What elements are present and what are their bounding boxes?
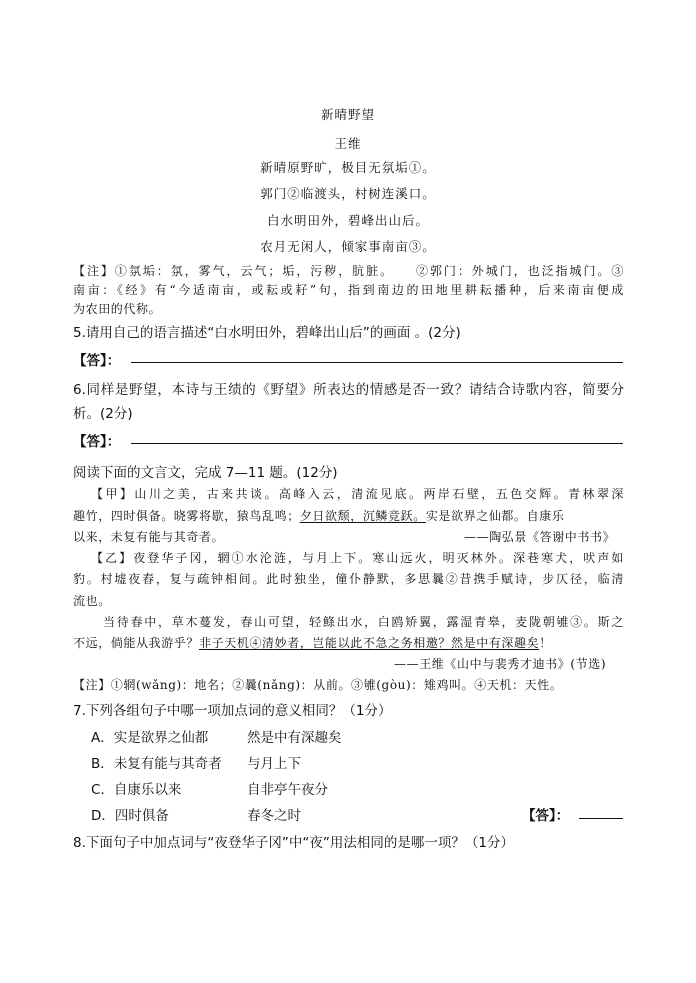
passage-yi-line: 不远，倘能从我游乎？非子天机④清妙者，岂能以此不急之务相邀？然是中有深趣矣！ (73, 636, 552, 650)
answer-label: 【答】： (522, 808, 570, 824)
answer-blank[interactable] (131, 443, 623, 444)
poem-line: 郭门②临渡头，村树连溪口。 (260, 186, 436, 201)
answer-blank[interactable] (579, 818, 623, 819)
poem-line: 农月无闲人，倾家事南亩③。 (260, 239, 436, 254)
poem-title: 新晴野望 (320, 107, 375, 122)
passage-jia-source: ——陶弘景《答谢中书书》 (464, 530, 616, 544)
passage-jia-line: 趣竹，四时俱备。晓雾将歇，猿鸟乱鸣；夕日欲颓，沉鳞竞跃。实是欲界之仙都。自康乐 (73, 509, 565, 523)
passage-yi-source: ——王维《山中与裴秀才迪书》(节选) (394, 657, 607, 671)
answer-label: 【答】： (73, 434, 121, 450)
option-b: B．未复有能与其奇者 (91, 756, 222, 772)
poem-note-line: 为农田的代称。 (73, 302, 162, 316)
option-c-pair: 自非亭午夜分 (247, 782, 328, 798)
poem-note-line: 南亩：《经》有“今适南亩，或耘或耔”句，指到南边的田地里耕耘播种，后来南亩便成 (73, 283, 624, 297)
option-a: A．实是欲界之仙都 (91, 730, 209, 746)
passage-note: 【注】①辋(wǎng)：地名；②曩(nǎng)：从前。③雊(gòu)：雉鸡叫。④天机：天性。 (73, 678, 563, 692)
question-6-line: 析。(2分) (73, 406, 133, 422)
question-5: 5.请用自己的语言描述“白水明田外，碧峰出山后”的画面 。(2分) (73, 325, 461, 341)
poem-note-line: 【注】①氛垢：氛，雾气，云气；垢，污秽，肮脏。 ②郭门：外城门，也泛指城门。③ (73, 264, 624, 278)
question-6-line: 6.同样是野望，本诗与王绩的《野望》所表达的情感是否一致？请结合诗歌内容，简要分 (73, 382, 624, 398)
poem-author: 王维 (334, 136, 362, 151)
passage-yi-line: 当待春中，草木蔓发，春山可望，轻鲦出水，白鸥矫翼，露湿青皋，麦陇朝雊③。斯之 (103, 615, 624, 629)
option-c: C．自康乐以来 (91, 782, 182, 798)
passage-jia-line: 以来，未复有能与其奇者。 (73, 530, 225, 544)
option-d: D．四时俱备 (91, 808, 169, 824)
passage-yi-line: 豹。村墟夜舂，复与疏钟相间。此时独坐，僮仆静默，多思曩②昔携手赋诗，步仄径，临清 (73, 572, 624, 586)
answer-blank[interactable] (131, 362, 623, 363)
poem-line: 新晴原野旷，极目无氛垢①。 (260, 160, 436, 175)
passage-yi-line: 流也。 (73, 594, 111, 608)
question-7: 7.下列各组句子中哪一项加点词的意义相同？（1分） (73, 703, 392, 719)
option-b-pair: 与月上下 (247, 756, 301, 772)
reading-intro: 阅读下面的文言文，完成 7—11 题。(12分) (73, 465, 338, 481)
answer-label: 【答】： (73, 353, 121, 369)
passage-jia-line: 【甲】山川之美，古来共谈。高峰入云，清流见底。两岸石壁，五色交辉。青林翠深 (91, 487, 624, 501)
option-d-pair: 春冬之时 (247, 808, 301, 824)
poem-line: 白水明田外，碧峰出山后。 (266, 213, 429, 228)
question-8: 8.下面句子中加点词与“夜登华子冈”中“夜”用法相同的是哪一项？（1分） (73, 835, 514, 851)
option-a-pair: 然是中有深趣矣 (247, 730, 342, 746)
passage-yi-line: 【乙】夜登华子冈，辋①水沦涟，与月上下。寒山远火，明灭林外。深巷寒犬，吠声如 (91, 551, 624, 565)
